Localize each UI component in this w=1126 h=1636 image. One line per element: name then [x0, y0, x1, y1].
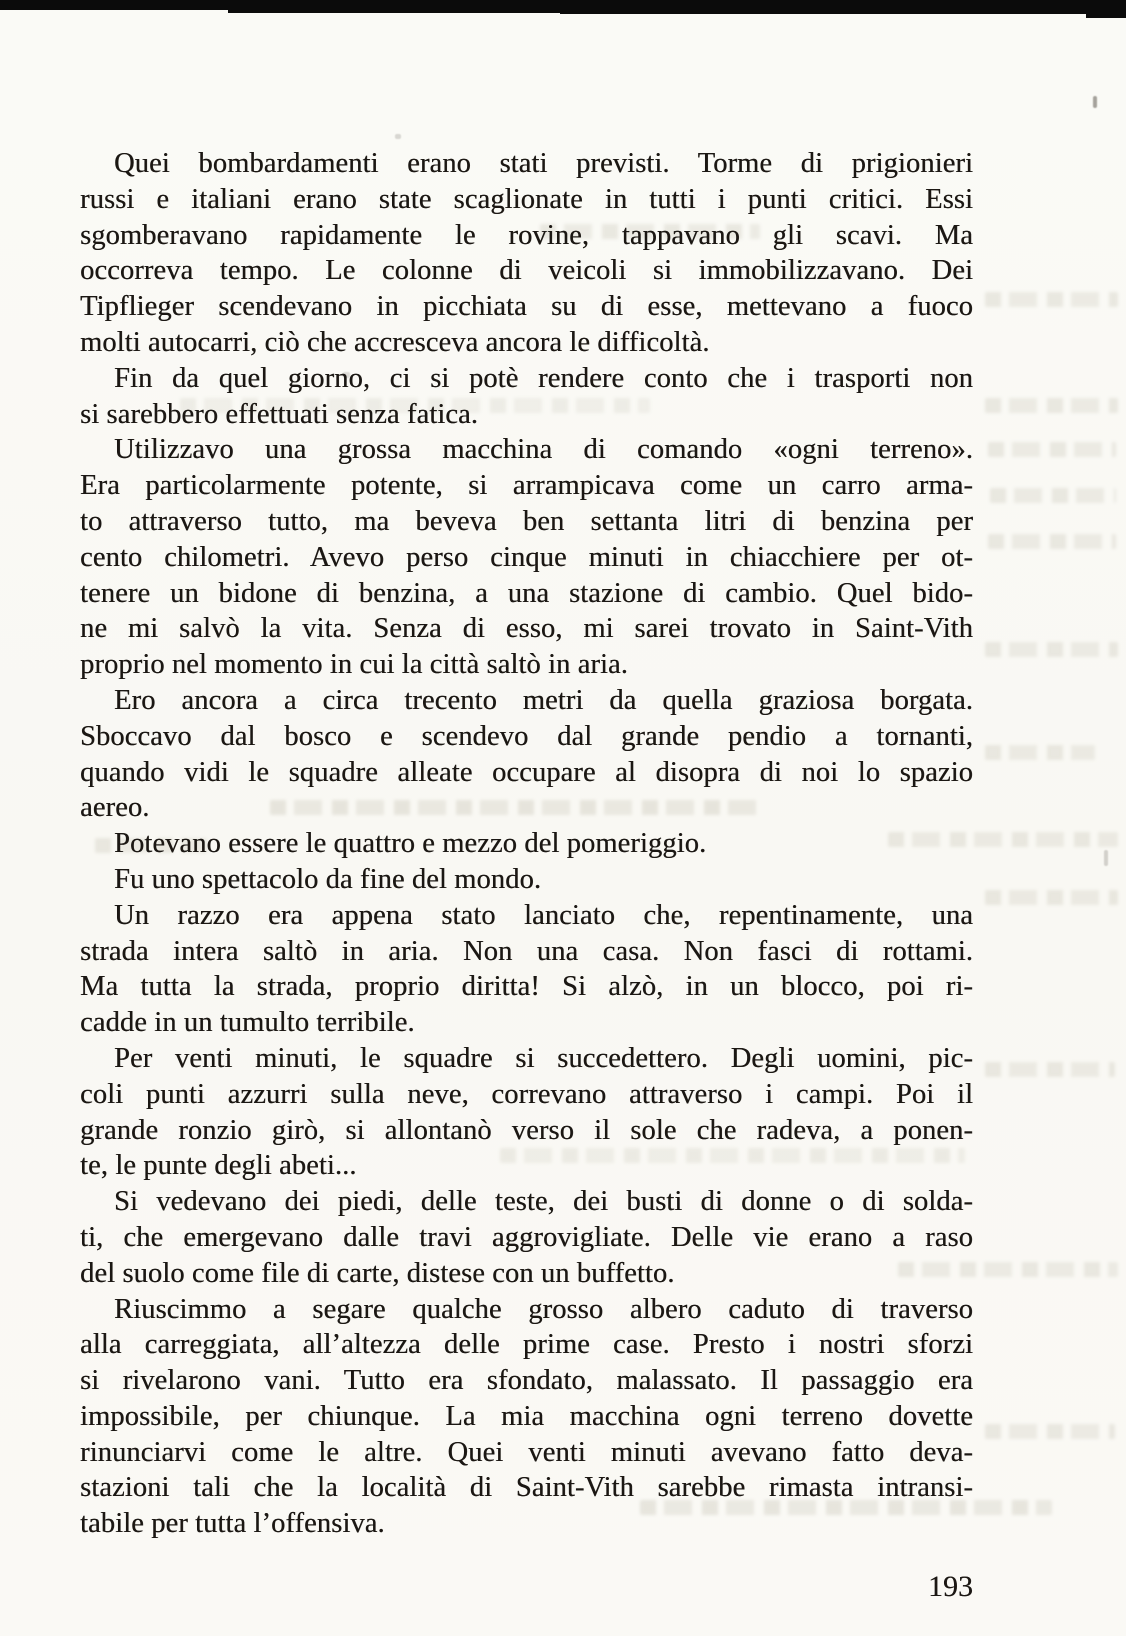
text-line: Ero ancora a circa trecento metri da quella graziosa borgata.	[114, 684, 973, 716]
text-line: tenere un bidone di benzina, a una stazione di cambio. Quel bido-	[80, 577, 973, 609]
text-line: Era particolarmente potente, si arrampicava come un carro arma-	[80, 470, 973, 502]
paragraph	[80, 826, 973, 862]
text-line: strada intera saltò in aria. Non una casa. Non fasci di rottami.	[80, 935, 973, 967]
text-line: Tipflieger scendevano in picchiata su di esse, mettevano a fuoco	[80, 291, 973, 323]
text-line: cadde in un tumulto terribile.	[80, 1007, 415, 1039]
text-line: to attraverso tutto, ma beveva ben settanta litri di benzina per	[80, 505, 973, 537]
text-line: ti, che emergevano dalle travi aggrovigliate. Delle vie erano a raso	[80, 1221, 973, 1253]
paper-speck	[1104, 850, 1108, 866]
paper-speck	[395, 134, 401, 139]
text-line: te, le punte degli abeti...	[80, 1150, 357, 1182]
text-line: Per venti minuti, le squadre si succedettero. Degli uomini, pic-	[114, 1042, 973, 1074]
text-line: molti autocarri, ciò che accresceva ancora le difficoltà.	[80, 326, 710, 358]
bleedthrough-ghost	[985, 292, 1118, 307]
text-line: sgomberavano rapidamente le rovine, tappavano gli scavi. Ma	[80, 219, 973, 251]
bleedthrough-ghost	[985, 1062, 1115, 1077]
text-line: Un razzo era appena stato lanciato che, repentinamente, una	[114, 899, 973, 931]
text-line: proprio nel momento in cui la città saltò in aria.	[80, 649, 628, 681]
text-line: Fu uno spettacolo da fine del mondo.	[114, 863, 542, 895]
text-line: Si vedevano dei piedi, delle teste, dei busti di donne o di solda-	[114, 1186, 973, 1218]
text-line: russi e italiani erano state scaglionate in tutti i punti critici. Essi	[80, 183, 973, 215]
scan-top-bar-segment	[1086, 0, 1126, 18]
text-block	[80, 146, 973, 1542]
page-number: 193	[928, 1570, 973, 1603]
text-line: Fin da quel giorno, ci si potè rendere conto che i trasporti non	[114, 362, 973, 394]
bleedthrough-ghost	[990, 488, 1116, 503]
bleedthrough-ghost	[985, 398, 1118, 413]
text-line: Potevano essere le quattro e mezzo del pomeriggio.	[114, 828, 707, 860]
text-line: tabile per tutta l’offensiva.	[80, 1508, 385, 1540]
paragraph	[80, 432, 973, 683]
text-line: stazioni tali che la località di Saint-Vith sarebbe rimasta intransi-	[80, 1472, 973, 1504]
text-line: del suolo come file di carte, distese con un buffetto.	[80, 1257, 675, 1289]
text-line: aereo.	[80, 792, 150, 824]
text-line: ne mi salvò la vita. Senza di esso, mi sarei trovato in Saint-Vith	[80, 613, 973, 645]
text-line: Quei bombardamenti erano stati previsti. Torme di prigionieri	[114, 148, 973, 179]
paragraph	[80, 1041, 973, 1184]
text-line: Riuscimmo a segare qualche grosso albero caduto di traverso	[114, 1293, 973, 1325]
text-line: coli punti azzurri sulla neve, correvano attraverso i campi. Poi il	[80, 1078, 973, 1110]
bleedthrough-ghost	[985, 745, 1095, 760]
text-line: impossibile, per chiunque. La mia macchina ogni terreno dovette	[80, 1400, 973, 1432]
text-line: Utilizzavo una grossa macchina di comando «ogni terreno».	[114, 434, 973, 466]
text-line: occorreva tempo. Le colonne di veicoli si immobilizzavano. Dei	[80, 255, 973, 287]
scan-top-bar-segment	[560, 0, 1126, 14]
text-line: Ma tutta la strada, proprio diritta! Si alzò, in un blocco, poi ri-	[80, 971, 973, 1003]
text-line: rinunciarvi come le altre. Quei venti minuti avevano fatto deva-	[80, 1436, 973, 1468]
paragraph	[80, 146, 973, 361]
bleedthrough-ghost	[988, 442, 1116, 457]
bleedthrough-ghost	[985, 642, 1118, 657]
text-line: si rivelarono vani. Tutto era sfondato, malassato. Il passaggio era	[80, 1365, 973, 1397]
text-line: alla carreggiata, all’altezza delle prime case. Presto i nostri sforzi	[80, 1329, 973, 1361]
paragraph	[80, 1292, 973, 1543]
paragraph	[80, 683, 973, 826]
paragraph	[80, 361, 973, 433]
paragraph	[80, 898, 973, 1041]
bleedthrough-ghost	[985, 890, 1118, 905]
paragraph	[80, 1184, 973, 1291]
bleedthrough-ghost	[988, 534, 1116, 549]
text-line: Sboccavo dal bosco e scendevo dal grande pendio a tornanti,	[80, 720, 973, 752]
text-line: cento chilometri. Avevo perso cinque minuti in chiacchiere per ot-	[80, 541, 973, 573]
text-line: quando vidi le squadre alleate occupare al disopra di noi lo spazio	[80, 756, 973, 788]
paragraph	[80, 862, 973, 898]
text-line: grande ronzio girò, si allontanò verso il sole che radeva, a ponen-	[80, 1114, 973, 1146]
paper-speck	[1093, 96, 1097, 108]
text-line: si sarebbero effettuati senza fatica.	[80, 398, 479, 430]
bleedthrough-ghost	[985, 1424, 1115, 1439]
